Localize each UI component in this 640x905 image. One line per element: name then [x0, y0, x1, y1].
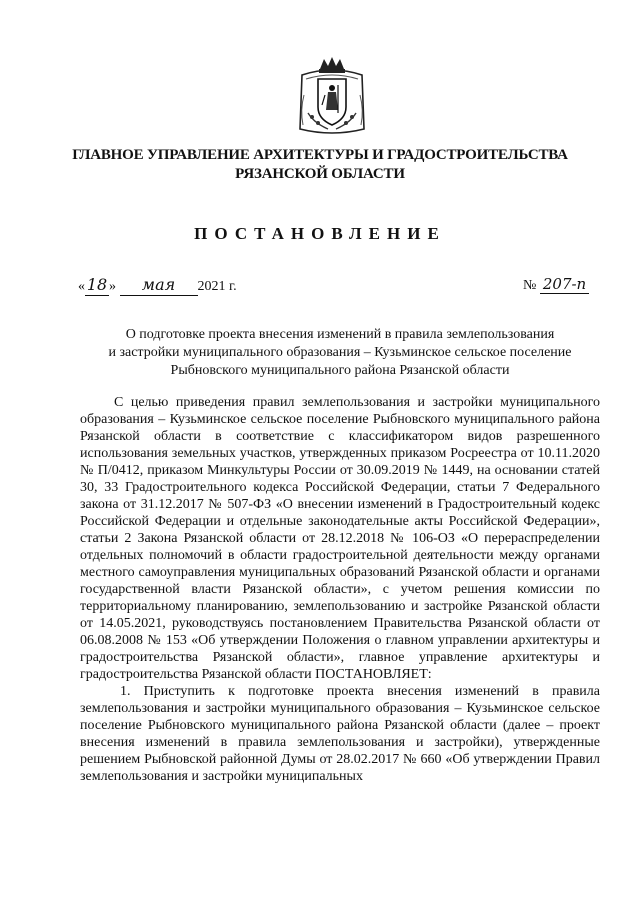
number-prefix: №	[523, 278, 537, 293]
date-quote-open: «	[78, 279, 85, 294]
organization-line-2: РЯЗАНСКОЙ ОБЛАСТИ	[235, 166, 405, 182]
date-year: 2021 г.	[197, 279, 237, 294]
document-subject	[60, 326, 620, 380]
preamble-paragraph: С целью приведения правил землепользования и застройки муниципального образования – Кузьминское сельское поселение Рыбновского муниципального района Рязанской области в соответствие с классификатором видов разрешенного использования земельных участков, утвержденных приказом Росреестра от 10.11.2020 № П/0412, приказом Минкультуры России от 30.09.2019 № 1449, на основании статей 30, 33 Градостроительного кодекса Российской Федерации, статьи 7 Федерального закона от 31.12.2017 № 507-ФЗ «О внесении изменений в Градостроительный кодекс Российской Федерации и отдельные законодательные акты Российской Федерации», статьи 2 Закона Рязанской области от 28.12.2018 № 106-ОЗ «О перераспределении отдельных полномочий в области градостроительной деятельности между органами местного самоуправления муниципальных образований Рязанской области и органами государственной власти Рязанской области», с учетом решения комиссии по территориальному планированию, землепользованию и застройке Рязанской области от 14.05.2021, руководствуясь постановлением Правительства Рязанской области от 06.08.2008 № 153 «Об утверждении Положения о главном управлении архитектуры и градостроительства Рязанской области», главное управление архитектуры и градостроительства Рязанской области ПОСТАНОВЛЯЕТ:	[80, 395, 600, 682]
subject-line-2: и застройки муниципального образования – Кузьминское сельское поселение	[108, 345, 572, 360]
number-value: 207-п	[540, 275, 589, 294]
organization-line-1: ГЛАВНОЕ УПРАВЛЕНИЕ АРХИТЕКТУРЫ И ГРАДОСТРОИТЕЛЬСТВА	[72, 147, 568, 163]
document-body	[80, 394, 600, 785]
document-type: ПОСТАНОВЛЕНИЕ	[194, 224, 446, 243]
subject-line-3: Рыбновского муниципального района Рязанской области	[170, 363, 510, 378]
item-1-paragraph: 1. Приступить к подготовке проекта внесения изменений в правила землепользования и застройки муниципального образования – Кузьминское сельское поселение Рыбновского муниципального района Рязанской области (далее – проект внесения изменений в правила землепользования и застройки), утвержденные решением Рыбновской районной Думы от 28.02.2017 № 660 «Об утверждении Правил землепользования и застройки муниципальных	[80, 684, 600, 784]
organization-name	[0, 146, 640, 184]
subject-line-1: О подготовке проекта внесения изменений в правила землепользования	[125, 327, 555, 342]
date-month: мая	[141, 275, 176, 294]
date-day: 18	[86, 275, 108, 294]
document-date	[78, 275, 237, 296]
document-number	[523, 275, 589, 294]
coat-of-arms-icon	[294, 55, 370, 137]
date-quote-close: »	[109, 279, 116, 294]
